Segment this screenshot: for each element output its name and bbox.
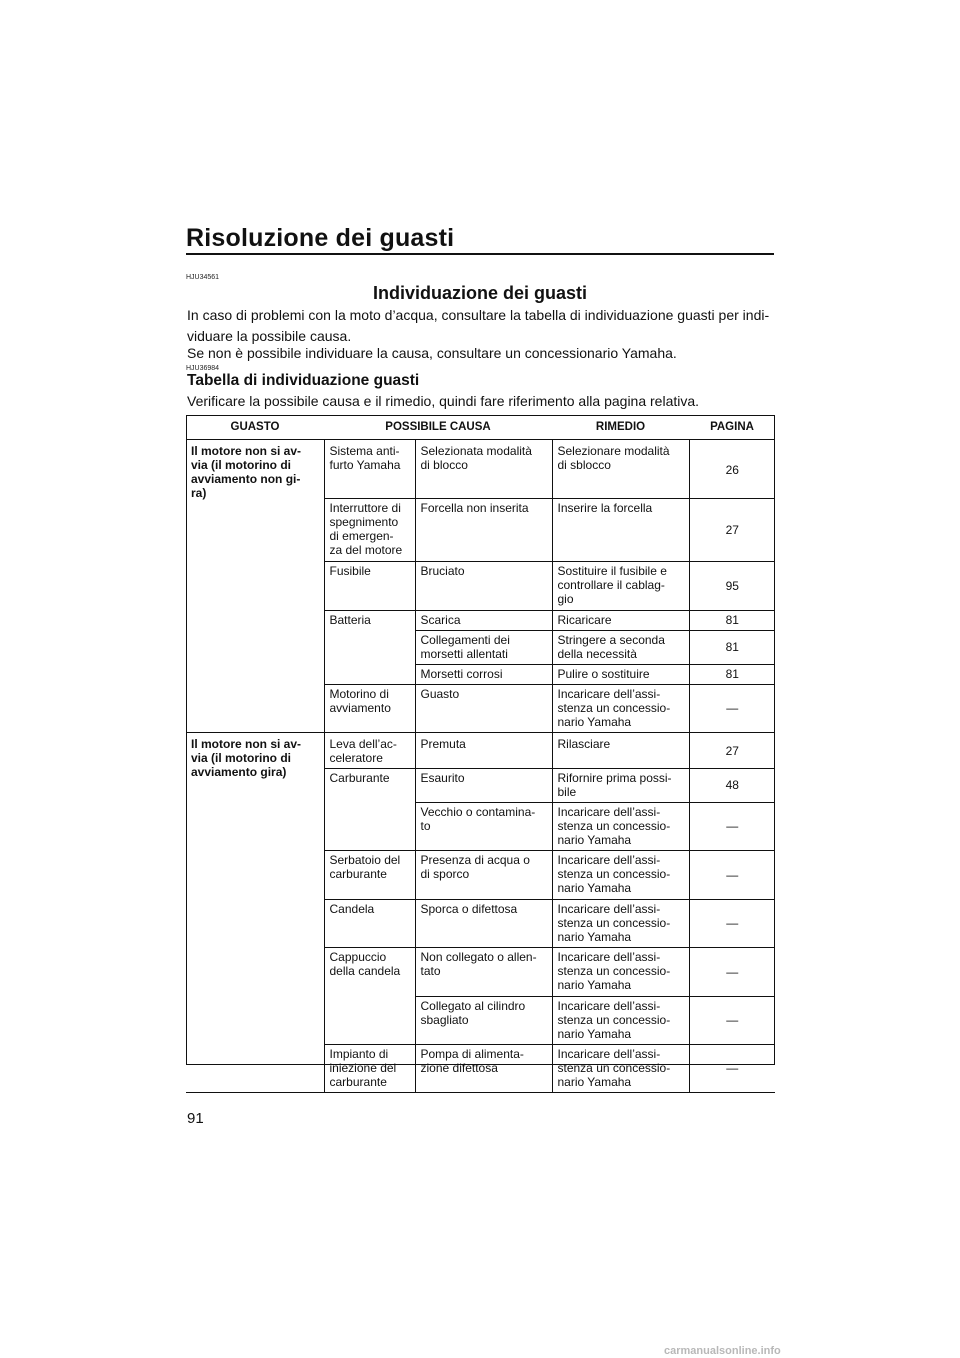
page-cell: 27 [689, 499, 775, 562]
remedy-cell: Incaricare dell’assi- stenza un concessio- nario Yamaha [552, 900, 689, 948]
cause-cell: Leva dell’ac- celeratore [324, 733, 415, 769]
cause-cell: Carburante [324, 769, 415, 851]
detail-cell: Selezionata modalità di blocco [415, 440, 552, 499]
remedy-cell: Incaricare dell’assi- stenza un concessio- nario Yamaha [552, 685, 689, 733]
page-number: 91 [187, 1110, 204, 1127]
header-cause: POSSIBILE CAUSA [324, 415, 552, 440]
remedy-cell: Inserire la forcella [552, 499, 689, 562]
cause-cell: Serbatoio del carburante [324, 851, 415, 900]
subsection-title: Tabella di individuazione guasti [187, 372, 420, 389]
remedy-cell: Incaricare dell’assi- stenza un concessio- nario Yamaha [552, 851, 689, 900]
page-cell: — [689, 948, 775, 997]
remedy-cell: Sostituire il fusibile e controllare il cablag- gio [552, 562, 689, 611]
page-cell: — [689, 997, 775, 1045]
page-cell: — [689, 900, 775, 948]
header-page: PAGINA [689, 415, 775, 440]
subsection-code: HJU36984 [186, 365, 220, 372]
section-intro: In caso di problemi con la moto d’acqua, consultare la tabella di individuazione guasti per indi- viduare la possibile causa. [187, 307, 770, 344]
detail-cell: Non collegato o allen- tato [415, 948, 552, 997]
detail-cell: Scarica [415, 611, 552, 631]
cause-cell: Motorino di avviamento [324, 685, 415, 733]
detail-cell: Morsetti corrosi [415, 665, 552, 685]
cause-cell: Batteria [324, 611, 415, 685]
remedy-cell: Rilasciare [552, 733, 689, 769]
cause-cell: Impianto di iniezione del carburante [324, 1045, 415, 1093]
page-cell: 81 [689, 631, 775, 665]
fault-cell: Il motore non si av- via (il motorino di avviamento non gi- ra) [186, 440, 324, 733]
page-cell: — [689, 685, 775, 733]
subsection-intro: Verificare la possibile causa e il rimedio, quindi fare riferimento alla pagina relativa. [187, 393, 700, 409]
cause-cell: Sistema anti- furto Yamaha [324, 440, 415, 499]
page-cell: 27 [689, 733, 775, 769]
remedy-cell: Incaricare dell’assi- stenza un concessio- nario Yamaha [552, 1045, 689, 1093]
remedy-cell: Stringere a seconda della necessità [552, 631, 689, 665]
page-cell: 26 [689, 440, 775, 499]
detail-cell: Collegato al cilindro sbagliato [415, 997, 552, 1045]
fault-cell: Il motore non si av- via (il motorino di avviamento gira) [186, 733, 324, 1093]
troubleshooting-table [186, 415, 775, 1093]
page-cell: — [689, 1045, 775, 1093]
cause-cell: Cappuccio della candela [324, 948, 415, 1045]
section-code: HJU34561 [186, 274, 220, 281]
detail-cell: Guasto [415, 685, 552, 733]
detail-cell: Bruciato [415, 562, 552, 611]
cause-cell: Candela [324, 900, 415, 948]
remedy-cell: Incaricare dell’assi- stenza un concessio- nario Yamaha [552, 948, 689, 997]
page-cell: 81 [689, 665, 775, 685]
detail-cell: Forcella non inserita [415, 499, 552, 562]
detail-cell: Sporca o difettosa [415, 900, 552, 948]
remedy-cell: Selezionare modalità di sblocco [552, 440, 689, 499]
cause-cell: Interruttore di spegnimento di emergen- za del motore [324, 499, 415, 562]
remedy-cell: Incaricare dell’assi- stenza un concessio- nario Yamaha [552, 803, 689, 851]
detail-cell: Premuta [415, 733, 552, 769]
header-remedy: RIMEDIO [552, 415, 689, 440]
remedy-cell: Ricaricare [552, 611, 689, 631]
table-header-row [186, 415, 775, 440]
cause-cell: Fusibile [324, 562, 415, 611]
page-cell: 81 [689, 611, 775, 631]
title-rule [186, 253, 774, 255]
remedy-cell: Pulire o sostituire [552, 665, 689, 685]
table-row [186, 733, 775, 769]
detail-cell: Vecchio o contamina- to [415, 803, 552, 851]
table-row [186, 440, 775, 499]
page-title: Risoluzione dei guasti [186, 224, 455, 252]
section-title: Individuazione dei guasti [372, 283, 588, 303]
remedy-cell: Incaricare dell’assi- stenza un concessio- nario Yamaha [552, 997, 689, 1045]
watermark: carmanualsonline.info [664, 1345, 781, 1357]
page-cell: — [689, 803, 775, 851]
detail-cell: Presenza di acqua o di sporco [415, 851, 552, 900]
header-fault: GUASTO [186, 415, 324, 440]
detail-cell: Esaurito [415, 769, 552, 803]
detail-cell: Pompa di alimenta- zione difettosa [415, 1045, 552, 1093]
page-cell: — [689, 851, 775, 900]
detail-cell: Collegamenti dei morsetti allentati [415, 631, 552, 665]
page-cell: 48 [689, 769, 775, 803]
section-intro-2: Se non è possibile individuare la causa, consultare un concessionario Yamaha. [187, 345, 677, 361]
remedy-cell: Rifornire prima possi- bile [552, 769, 689, 803]
page-cell: 95 [689, 562, 775, 611]
